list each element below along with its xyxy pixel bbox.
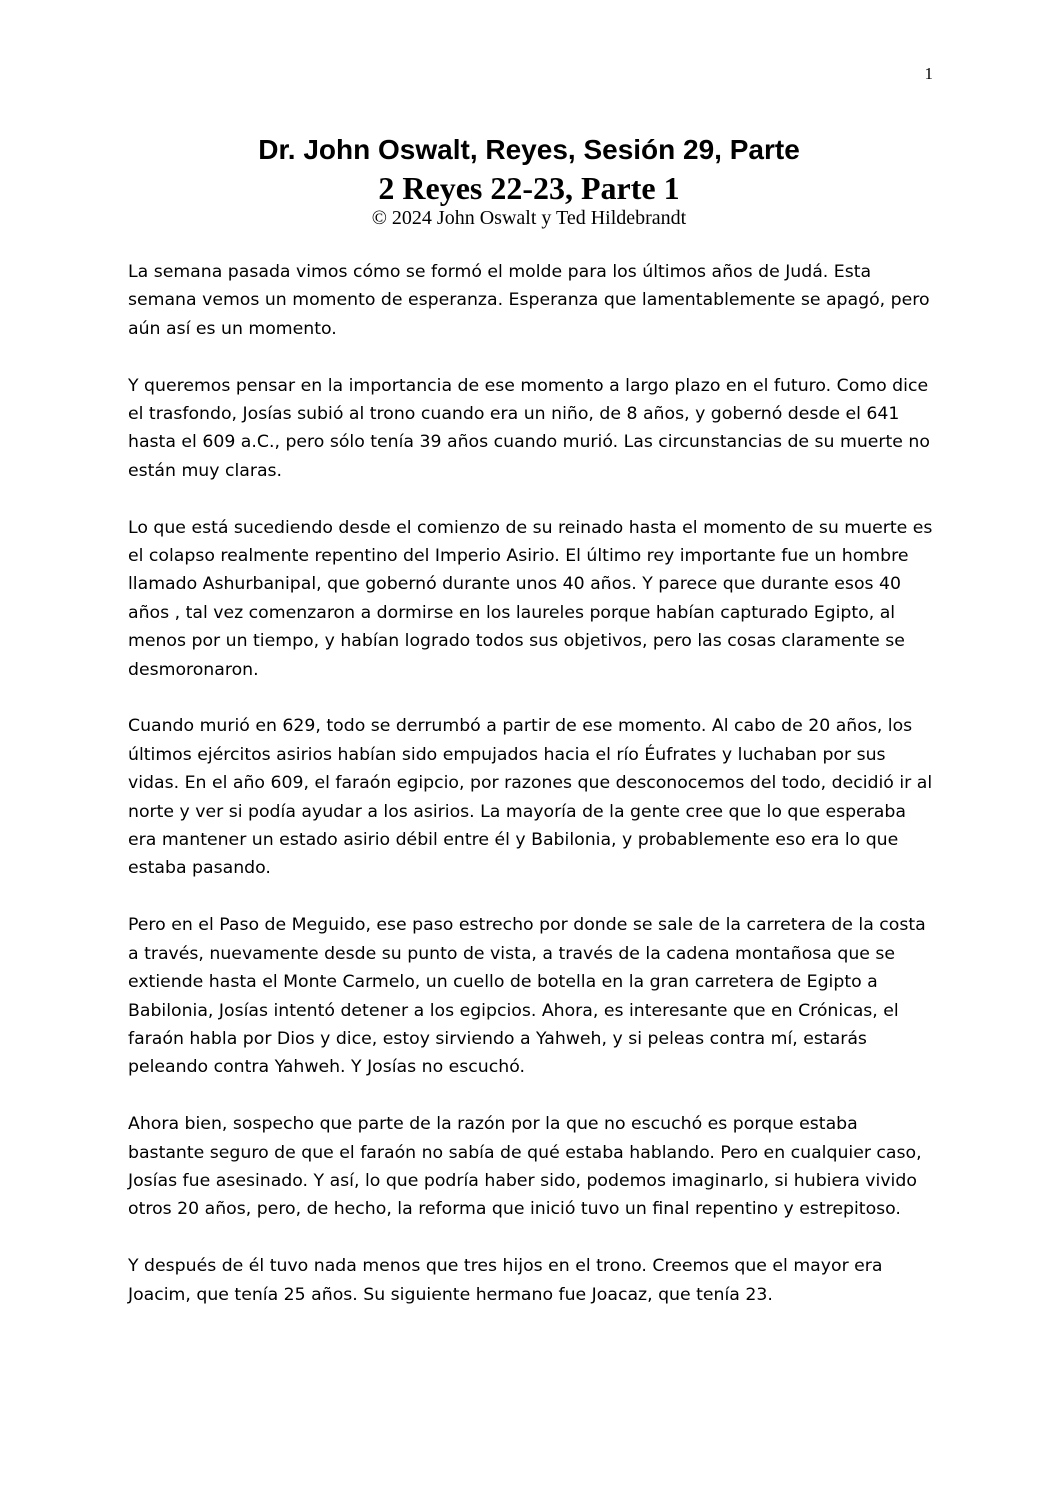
document-subtitle: 2 Reyes 22-23, Parte 1 <box>378 170 680 206</box>
document-title: Dr. John Oswalt, Reyes, Sesión 29, Parte <box>258 134 800 165</box>
document-body <box>128 258 933 1337</box>
title-block <box>0 130 1058 230</box>
paragraph: Lo que está sucediendo desde el comienzo de su reinado hasta el momento de su muerte es el colapso realmente repentino del Imperio Asirio. El último rey importante fue un hombre llamado Ashurbanipal, que gobernó durante unos 40 años. Y parece que durante esos 40 años , tal vez comenzaron a dormirse en los laureles porque habían capturado Egipto, al menos por un tiempo, y habían logrado todos sus objetivos, pero las cosas claramente se desmoronaron. <box>128 517 933 680</box>
paragraph: La semana pasada vimos cómo se formó el molde para los últimos años de Judá. Esta semana vemos un momento de esperanza. Esperanza que lamentablemente se apagó, pero aún así es un momento. <box>128 262 930 339</box>
paragraph: Pero en el Paso de Meguido, ese paso estrecho por donde se sale de la carretera de la costa a través, nuevamente desde su punto de vista, a través de la cadena montañosa que se extiende hasta el Monte Carmelo, un cuello de botella en la gran carretera de Egipto a Babilonia, Josías intentó detener a los egipcios. Ahora, es interesante que en Crónicas, el faraón habla por Dios y dice, estoy sirviendo a Yahweh, y si peleas contra mí, estarás peleando contra Yahweh. Y Josías no escuchó. <box>128 915 926 1078</box>
page-number: 1 <box>924 64 933 83</box>
paragraph: Y después de él tuvo nada menos que tres hijos en el trono. Creemos que el mayor era Joacim, que tenía 25 años. Su siguiente hermano fue Joacaz, que tenía 23. <box>128 1256 883 1305</box>
copyright-line: © 2024 John Oswalt y Ted Hildebrandt <box>371 207 687 229</box>
paragraph: Ahora bien, sospecho que parte de la razón por la que no escuchó es porque estaba bastante seguro de que el faraón no sabía de qué estaba hablando. Pero en cualquier caso, Josías fue asesinado. Y así, lo que podría haber sido, podemos imaginarlo, si hubiera vivido otros 20 años, pero, de hecho, la reforma que inició tuvo un final repentino y estrepitoso. <box>128 1114 922 1220</box>
paragraph: Y queremos pensar en la importancia de ese momento a largo plazo en el futuro. Como dice el trasfondo, Josías subió al trono cuando era un niño, de 8 años, y gobernó desde el 641 hasta el 609 a.C., pero sólo tenía 39 años cuando murió. Las circunstancias de su muerte no están muy claras. <box>128 375 930 481</box>
paragraph: Cuando murió en 629, todo se derrumbó a partir de ese momento. Al cabo de 20 años, los últimos ejércitos asirios habían sido empujados hacia el río Éufrates y luchaban por sus vidas. En el año 609, el faraón egipcio, por razones que desconocemos del todo, decidió ir al norte y ver si podía ayudar a los asirios. La mayoría de la gente cree que lo que esperaba era mantener un estado asirio débil entre él y Babilonia, y probablemente eso era lo que estaba pasando. <box>128 716 933 879</box>
